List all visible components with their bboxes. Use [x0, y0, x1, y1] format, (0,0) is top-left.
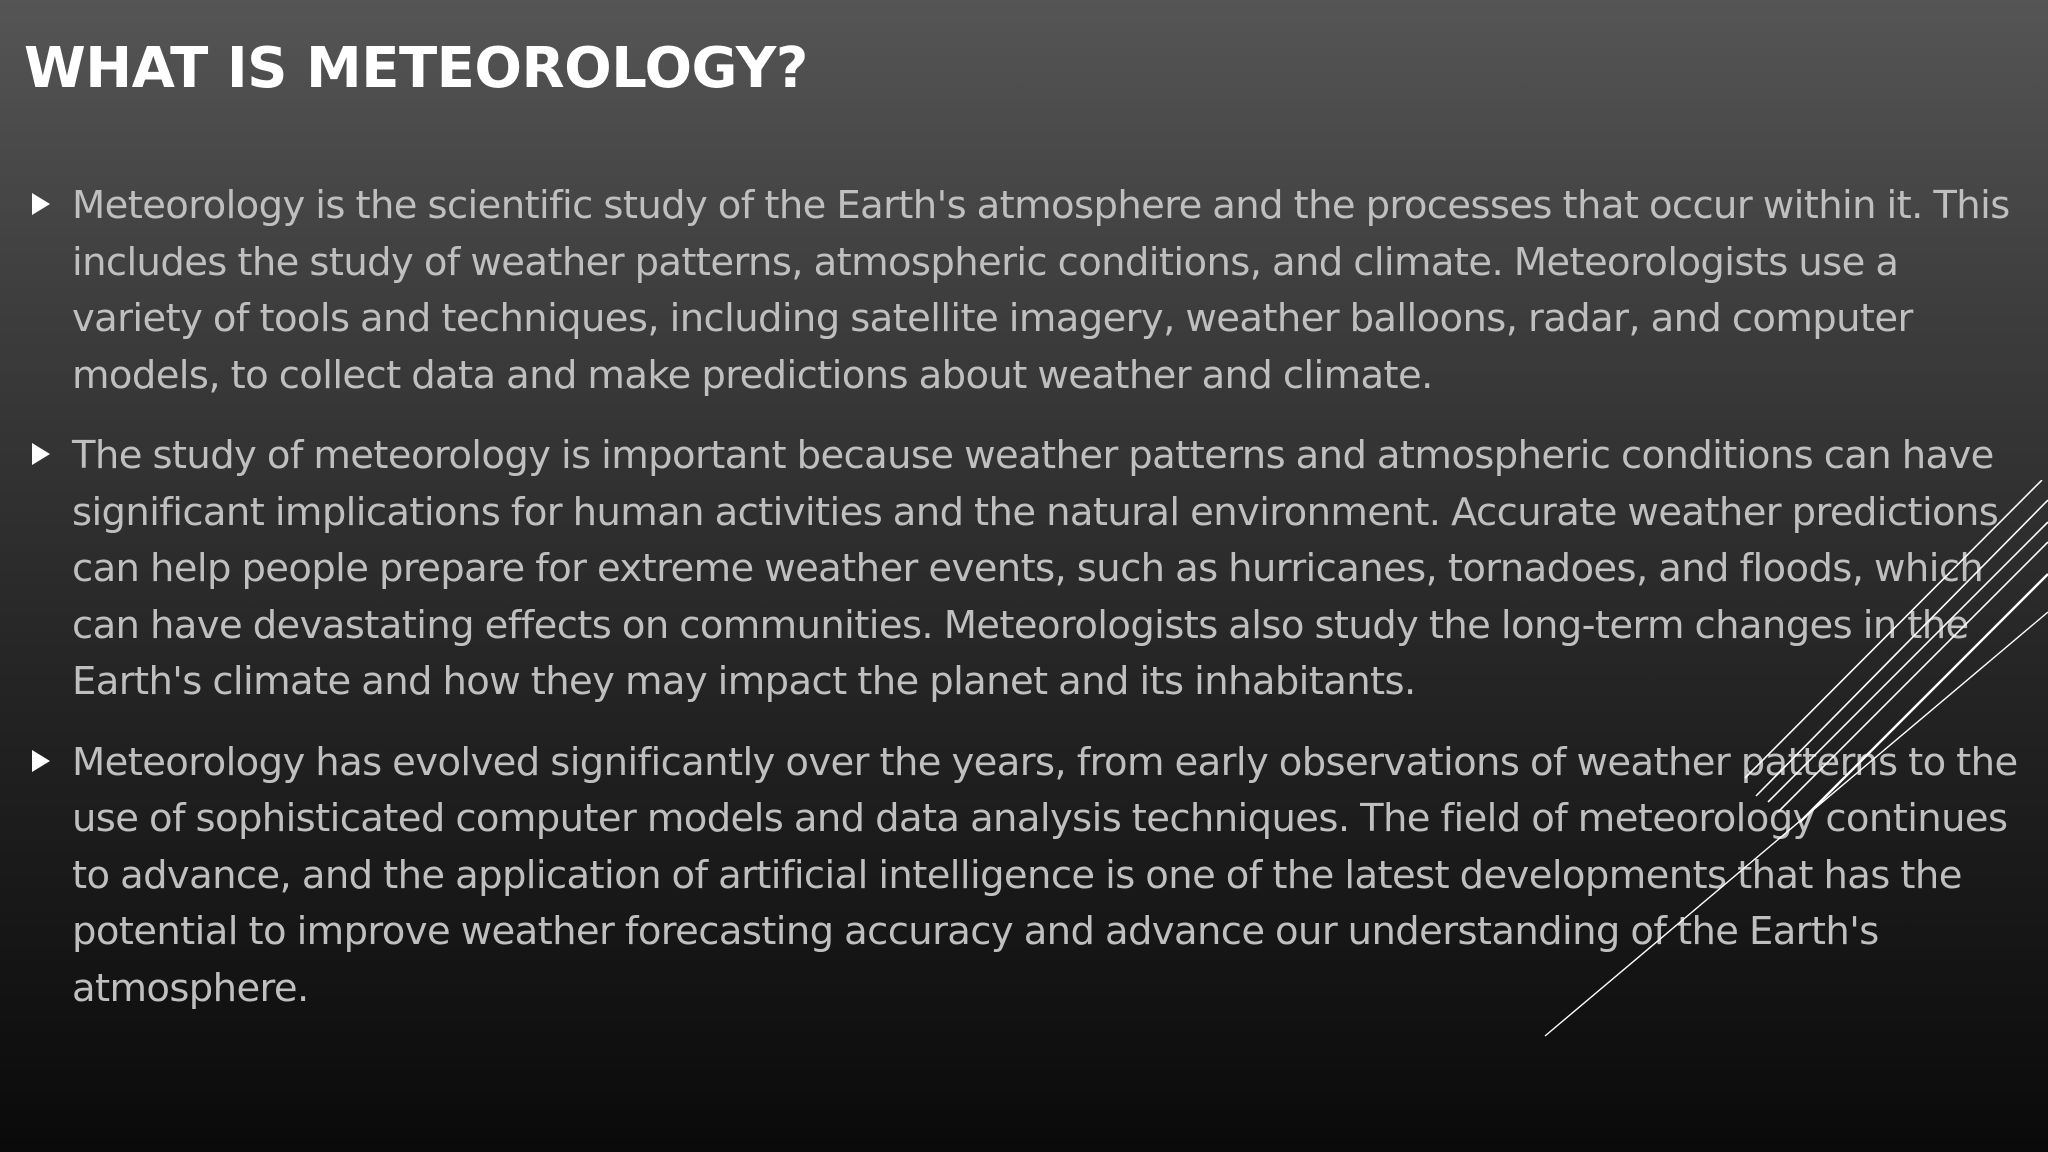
triangle-bullet-icon: [32, 443, 50, 465]
bullet-item: [30, 178, 2025, 404]
decorative-line: [1756, 500, 2048, 796]
decorative-line: [1745, 480, 2042, 778]
decorative-line: [1545, 612, 2048, 1036]
slide-title: WHAT IS METEOROLOGY?: [24, 36, 808, 101]
decorative-diagonal-lines: [1500, 480, 2048, 1060]
bullet-text: Meteorology is the scientific study of the Earth's atmosphere and the processes that occur within it. This includes the study of weather patterns, atmospheric conditions, and climate. Meteorologists use a variety of tools and techniques, including satellite imagery, weather balloons, radar, and computer models, to collect data and make predictions about weather and climate.: [72, 183, 2010, 398]
bullet-text: The study of meteorology is important because weather patterns and atmospheric conditions can have significant implications for human activities and the natural environment. Accurate weather predictions can help people prepare for extreme weather events, such as hurricanes, tornadoes, and floods, which can have devastating effects on communities. Meteorologists also study the long-term changes in the Earth's climate and how they may impact the planet and its inhabitants.: [72, 433, 1999, 704]
decorative-line: [1778, 542, 2048, 812]
bullet-text: Meteorology has evolved significantly over the years, from early observations of weather patterns to the use of sophisticated computer models and data analysis techniques. The field of meteorology continues to advance, and the application of artificial intelligence is one of the latest developments that has the potential to improve weather forecasting accuracy and advance our understanding of the Earth's atmosphere.: [72, 739, 2018, 1011]
triangle-bullet-icon: [32, 193, 50, 215]
decorative-line: [1768, 522, 2048, 802]
decorative-line: [1800, 574, 2048, 822]
triangle-bullet-icon: [32, 750, 50, 772]
